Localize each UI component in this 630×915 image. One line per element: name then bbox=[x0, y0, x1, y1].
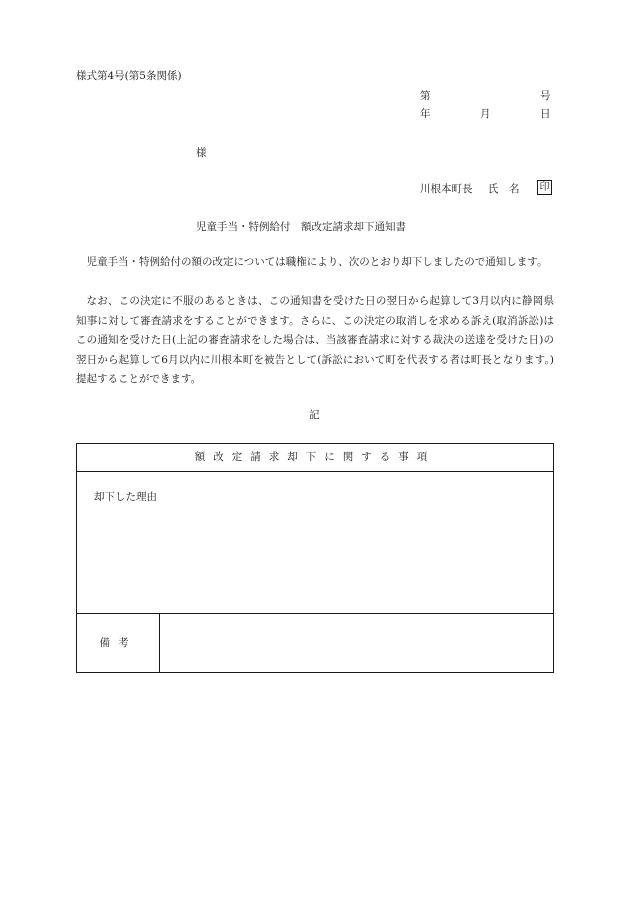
issuer-title: 川根本町長 bbox=[420, 183, 473, 195]
table-header: 額改定請求却下に関する事項 bbox=[77, 444, 553, 472]
ki-mark: 記 bbox=[309, 409, 320, 421]
seal-text: 印 bbox=[537, 180, 552, 195]
number-suffix: 号 bbox=[540, 90, 551, 102]
seal-mark bbox=[537, 180, 552, 195]
reason-label: 却下した理由 bbox=[94, 491, 157, 503]
document-title: 児童手当・特例給付 額改定請求却下通知書 bbox=[196, 221, 406, 233]
addressee-suffix: 様 bbox=[196, 147, 207, 159]
details-table bbox=[76, 443, 554, 673]
remarks-row bbox=[77, 614, 553, 672]
remarks-label: 備考 bbox=[77, 614, 160, 672]
reason-cell bbox=[77, 471, 553, 614]
form-number: 様式第4号(第5条関係) bbox=[76, 70, 182, 82]
number-prefix: 第 bbox=[420, 90, 431, 102]
remarks-value bbox=[160, 614, 553, 672]
body-paragraph-2: なお、この決定に不服のあるときは、この通知書を受けた日の翌日から起算して3月以内に静岡県知事に対して審査請求をすることができます。さらに、この決定の取消しを求める訴え(取消訴訟)はこの通知を受けた日(上記の審査請求をした場合は、当該審査請求に対する裁決の送達を受けた日)の翌日から起算して6月以内に川根本町を被告として(訴訟において町を代表する者は町長となります。)提起することができます。 bbox=[76, 295, 554, 385]
issuer-name-label: 氏 名 bbox=[488, 183, 520, 195]
body-paragraph-1: 児童手当・特例給付の額の改定については職権により、次のとおり却下しましたので通知します。 bbox=[86, 256, 548, 268]
date-month: 月 bbox=[480, 108, 491, 120]
date-year: 年 bbox=[420, 108, 431, 120]
date-day: 日 bbox=[540, 108, 551, 120]
